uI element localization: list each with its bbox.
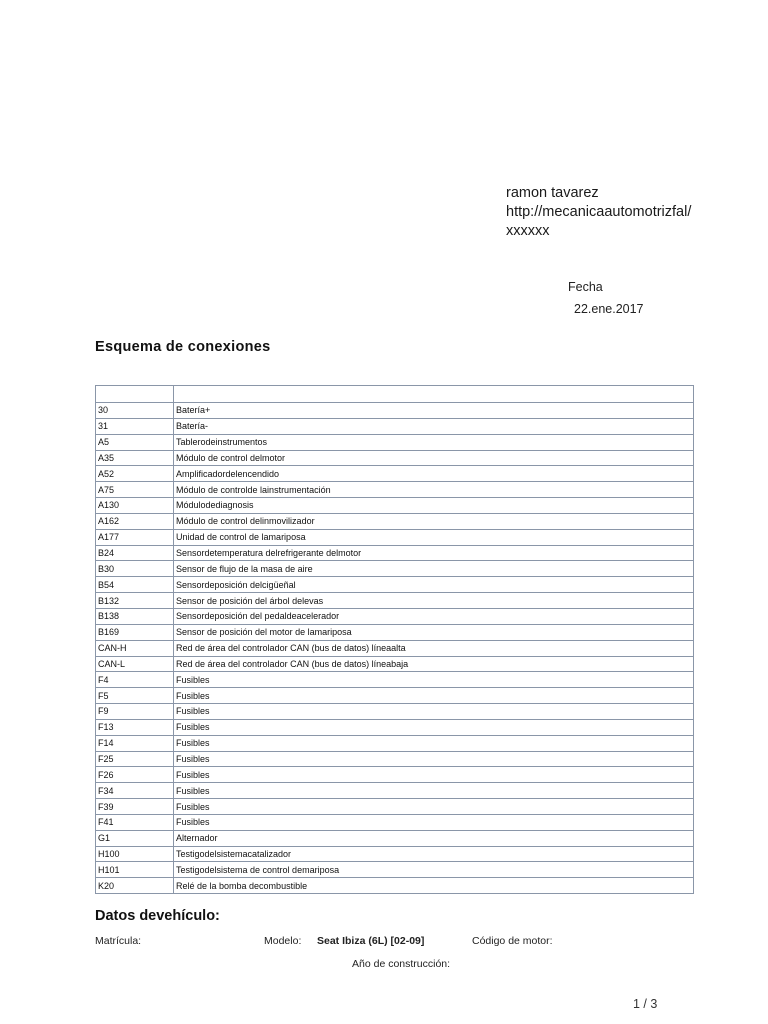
- table-row: [96, 498, 694, 514]
- component-description: Fusibles: [174, 783, 694, 799]
- component-code: B132: [96, 593, 174, 609]
- component-code: CAN-L: [96, 656, 174, 672]
- component-code: CAN-H: [96, 640, 174, 656]
- component-description: Tablerodeinstrumentos: [174, 434, 694, 450]
- table-row: [96, 719, 694, 735]
- component-description: Batería-: [174, 418, 694, 434]
- table-row: [96, 656, 694, 672]
- author-block: [506, 184, 706, 241]
- component-code: K20: [96, 878, 174, 894]
- model-label: Modelo:: [264, 935, 302, 947]
- table-row: [96, 561, 694, 577]
- component-description: Fusibles: [174, 751, 694, 767]
- component-code: H101: [96, 862, 174, 878]
- table-row: [96, 640, 694, 656]
- components-table-body: [96, 386, 694, 894]
- author-extra: xxxxxx: [506, 223, 550, 239]
- component-description: Fusibles: [174, 719, 694, 735]
- component-code: B30: [96, 561, 174, 577]
- component-code: F25: [96, 751, 174, 767]
- component-code: F13: [96, 719, 174, 735]
- table-row: [96, 767, 694, 783]
- component-code: 30: [96, 403, 174, 419]
- table-row: [96, 545, 694, 561]
- component-code: B54: [96, 577, 174, 593]
- table-row: [96, 751, 694, 767]
- component-code: F9: [96, 704, 174, 720]
- table-row: [96, 735, 694, 751]
- component-description: Unidad de control de lamariposa: [174, 529, 694, 545]
- table-row: [96, 608, 694, 624]
- table-header-row: [96, 386, 694, 403]
- component-description: Fusibles: [174, 735, 694, 751]
- author-url: http://mecanicaautomotrizfal/: [506, 204, 692, 220]
- component-description: Sensordeposición del pedaldeacelerador: [174, 608, 694, 624]
- table-row: [96, 577, 694, 593]
- component-code: A177: [96, 529, 174, 545]
- table-row: [96, 529, 694, 545]
- component-code: A35: [96, 450, 174, 466]
- table-row: [96, 466, 694, 482]
- table-row: [96, 418, 694, 434]
- table-row: [96, 878, 694, 894]
- year-label: Año de construcción:: [352, 958, 451, 970]
- component-description: Fusibles: [174, 704, 694, 720]
- date-label: Fecha: [568, 280, 603, 294]
- component-code: F34: [96, 783, 174, 799]
- component-description: Fusibles: [174, 688, 694, 704]
- table-row: [96, 672, 694, 688]
- component-description: Módulo de control delmotor: [174, 450, 694, 466]
- component-description: Relé de la bomba decombustible: [174, 878, 694, 894]
- table-row: [96, 434, 694, 450]
- component-description: Sensor de flujo de la masa de aire: [174, 561, 694, 577]
- section-title: Esquema de conexiones: [95, 339, 271, 355]
- component-description: Testigodelsistema de control demariposa: [174, 862, 694, 878]
- component-description: Testigodelsistemacatalizador: [174, 846, 694, 862]
- component-code: 31: [96, 418, 174, 434]
- page-number: 1 / 3: [633, 997, 658, 1011]
- component-code: F4: [96, 672, 174, 688]
- component-code: F14: [96, 735, 174, 751]
- component-description: Módulo de control delinmovilizador: [174, 513, 694, 529]
- component-description: Módulodediagnosis: [174, 498, 694, 514]
- component-code: A52: [96, 466, 174, 482]
- date-value: 22.ene.2017: [574, 302, 644, 316]
- author-name: ramon tavarez: [506, 185, 599, 201]
- table-row: [96, 593, 694, 609]
- component-description: Sensor de posición del motor de lamariposa: [174, 624, 694, 640]
- component-description: Fusibles: [174, 814, 694, 830]
- component-description: Alternador: [174, 830, 694, 846]
- component-description: Sensor de posición del árbol delevas: [174, 593, 694, 609]
- component-code: H100: [96, 846, 174, 862]
- plate-label: Matrícula:: [95, 935, 142, 947]
- table-row: [96, 799, 694, 815]
- component-description: Red de área del controlador CAN (bus de datos) líneabaja: [174, 656, 694, 672]
- component-description: Red de área del controlador CAN (bus de datos) líneaalta: [174, 640, 694, 656]
- component-code: A130: [96, 498, 174, 514]
- component-code: F5: [96, 688, 174, 704]
- table-row: [96, 704, 694, 720]
- component-code: G1: [96, 830, 174, 846]
- component-code: A5: [96, 434, 174, 450]
- table-row: [96, 830, 694, 846]
- table-row: [96, 862, 694, 878]
- model-value: Seat Ibiza (6L) [02-09]: [317, 935, 425, 947]
- component-description: Sensordeposición delcigüeñal: [174, 577, 694, 593]
- components-table: [95, 385, 694, 894]
- component-code: F39: [96, 799, 174, 815]
- component-description: Amplificadordelencendido: [174, 466, 694, 482]
- vehicle-title: Datos devehículo:: [95, 908, 220, 924]
- table-row: [96, 783, 694, 799]
- table-row: [96, 513, 694, 529]
- component-code: B169: [96, 624, 174, 640]
- component-code: A162: [96, 513, 174, 529]
- table-header-cell-desc: [174, 386, 694, 403]
- table-row: [96, 846, 694, 862]
- component-code: F41: [96, 814, 174, 830]
- component-description: Fusibles: [174, 767, 694, 783]
- component-description: Batería+: [174, 403, 694, 419]
- component-code: A75: [96, 482, 174, 498]
- component-description: Fusibles: [174, 672, 694, 688]
- table-row: [96, 403, 694, 419]
- engine-code-label: Código de motor:: [472, 935, 553, 947]
- table-row: [96, 450, 694, 466]
- table-row: [96, 814, 694, 830]
- component-description: Sensordetemperatura delrefrigerante delmotor: [174, 545, 694, 561]
- table-row: [96, 624, 694, 640]
- component-description: Fusibles: [174, 799, 694, 815]
- component-code: F26: [96, 767, 174, 783]
- component-code: B24: [96, 545, 174, 561]
- table-row: [96, 482, 694, 498]
- table-row: [96, 688, 694, 704]
- table-header-cell-code: [96, 386, 174, 403]
- component-description: Módulo de controlde lainstrumentación: [174, 482, 694, 498]
- component-code: B138: [96, 608, 174, 624]
